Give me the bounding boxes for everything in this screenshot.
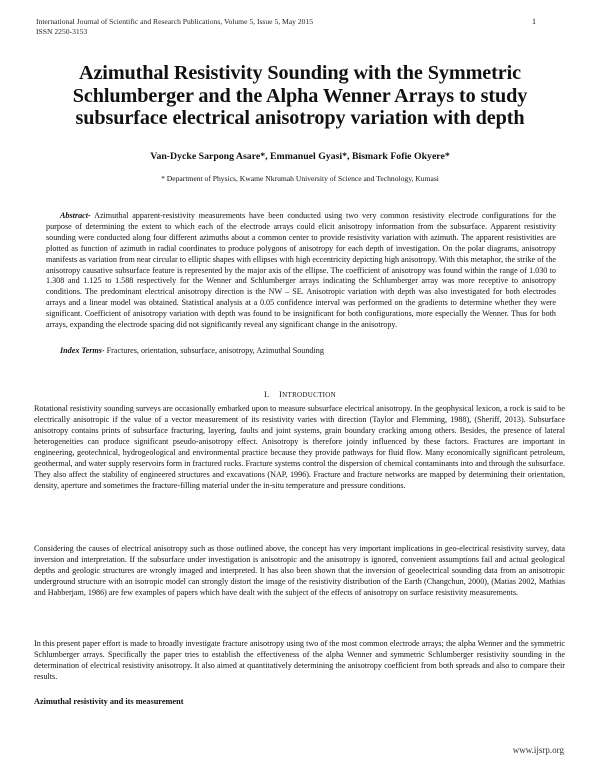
index-terms (46, 346, 556, 355)
journal-line: International Journal of Scientific and Research Publications, Volume 5, Issue 5, May 2015 (36, 17, 314, 26)
journal-header (36, 17, 313, 37)
paper-title: Azimuthal Resistivity Sounding with the Symmetric Schlumberger and the Alpha Wenner Arrays to study subsurface electrical anisotropy variation with depth (72, 62, 528, 129)
section-first-letter: I (279, 390, 283, 399)
paragraph: In this present paper effort is made to broadly investigate fracture anisotropy using two of the most common electrode arrays; the alpha Wenner and the symmetric Schlumberger arrays. Specifically the paper tries to establish the effectiveness of the alpha Wenner and symmetric Schlumberger resistivity sounding in the determination of electrical resistivity anisotropy. It also aimed at quantitatively determining the anisotropy coefficient from both spreads and also to compare their results. (34, 639, 565, 681)
authors: Van-Dycke Sarpong Asare*, Emmanuel Gyasi*, Bismark Fofie Okyere* (150, 151, 450, 162)
paragraph: Considering the causes of electrical anisotropy such as those outlined above, the concept has very important implications in geo-electrical resistivity survey, data inversion and interpretation. If the subsurface under investigation is anisotropic and the anisotropy is ignored, convenient assumptions fail and actual geological depths and geologic structures are wrongly imaged and interpreted. It has also been shown that the inversion of geoelectrical sounding data from an anisotropic underground structure with an isotropic model can strongly distort the image of the resistivity distribution of the Earth (Changchun, 2000), (Matias 2002, Mathias and Habberjam, 1986) are few examples of papers which have dealt with the subject of the effects of anisotropy on surface resistivity measurements. (34, 544, 565, 597)
section-number: I. (263, 390, 270, 399)
abstract-label: Abstract- (60, 211, 91, 220)
affiliation: * Department of Physics, Kwame Nkrumah University of Science and Technology, Kumasi (161, 174, 439, 183)
subsection-heading: Azimuthal resistivity and its measurement (34, 697, 184, 706)
page-number: 1 (532, 17, 536, 26)
abstract (46, 211, 556, 331)
section-title-rest: NTRODUCTION (282, 391, 336, 399)
issn: ISSN 2250-3153 (36, 27, 88, 36)
footer-url[interactable]: www.ijsrp.org (512, 745, 564, 755)
paragraph: Rotational resistivity sounding surveys are occasionally embarked upon to measure subsurface electrical anisotropy. In the geophysical lexicon, a rock is said to be electrically anisotropic if the value of a vector measurement of its resistivity varies with direction (Taylor and Flemming, 1988), (Sheriff, 2013). Subsurface anisotropy contains prints of subsurface fracturing, layering, faults and joint systems, grain boundary cracking among others. Besides, the presence of lateral heterogeneities can produce significant pseudo-anisotropy effect. Anisotropy is therefore jointly influenced by these factors. Fractures are important in engineering, geotechnical, hydrogeological and environmental practice because they provide pathways for fluid flow. Many economically significant petroleum, geothermal, and water supply reservoirs form in fractured rocks. Fracture systems control the dispersion of chemical contaminants into and through the subsurface. They also affect the stability of engineered structures and excavations (NAP, 1996). Fracture and fracture networks are mapped by determining their orientation, density, aperture and sometimes the fracture-filling material under the in-situ temperature and pressure conditions. (34, 404, 565, 490)
section-heading (0, 390, 600, 399)
abstract-text: Azimuthal apparent-resistivity measurements have been conducted using two very common resistivity electrode configurations for the purpose of determining the extent to which each of the electrode arrays could elicit anisotropy information from the subsurface. Apparent resistivity sounding were conducted along four different azimuths about a common center to provide resistivity variation with azimuth. The apparent resistivities are plotted as function of azimuth in radial coordinates to produce polygons of anisotropy for each depth of investigation. On the polar diagrams, anisotropy manifests as variation from near circular to elliptic shapes with ellipses with high eccentricity depicting high anisotropy. With this metaphor, the strike of the anisotropy causative subsurface feature is represented by the major axis of the ellipse. The coefficient of anisotropy was found within the range of 1.030 to 1.308 and 1.125 to 1.588 respectively for the Wenner and Schlumberger arrays indicating the Schlumberger array was more receptive to anisotropy conditions. The predominant electrical anisotropy direction is the NW – SE. Anisotropic variation with depth was also investigated for both electrodes arrays and a linear model was obtained. Statistical analysis at a 0.05 confidence interval was performed on the gradients to determine whether they were significant. Coefficient of anisotropy variation with depth was found to be insignificant for both configurations, more especially the Wenner. Thus for both arrays, expanding the electrode spacing did not significantly reveal any significant change in the anisotropy. (46, 211, 556, 330)
index-terms-text: - Fractures, orientation, subsurface, anisotropy, Azimuthal Sounding (101, 346, 324, 355)
index-terms-label: Index Terms (60, 346, 102, 355)
